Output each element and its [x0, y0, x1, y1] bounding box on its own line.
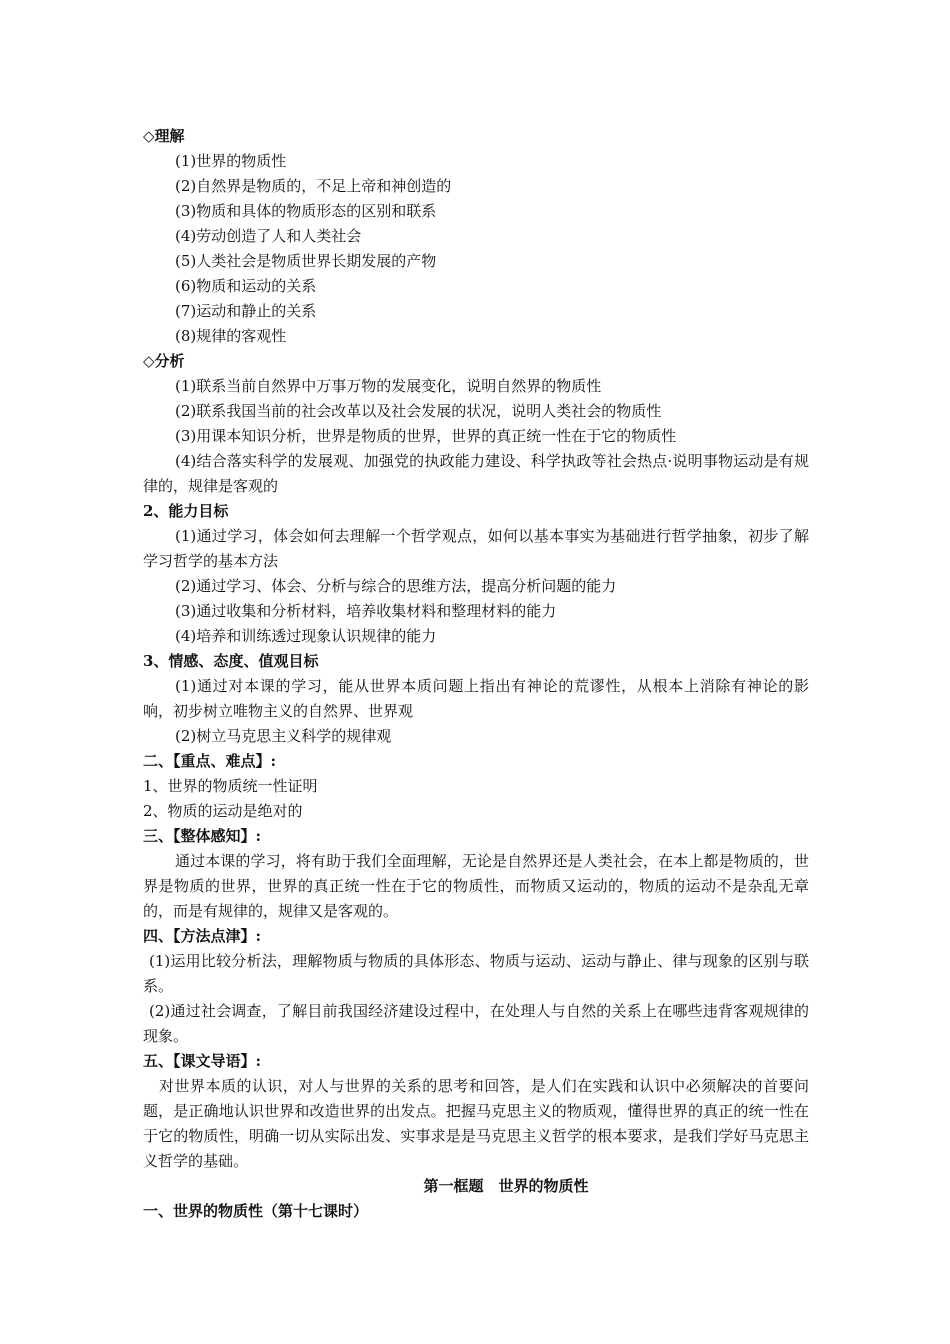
intro-heading: 五、【课文导语】:	[143, 1052, 262, 1070]
document-page	[143, 124, 809, 1224]
key-point-item: 2、物质的运动是绝对的	[143, 802, 303, 820]
understand-item: (3)物质和具体的物质形态的区别和联系	[175, 202, 437, 220]
ability-item: (2)通过学习、体会、分析与综合的思维方法，提高分析问题的能力	[175, 577, 617, 595]
lesson-title: 一、世界的物质性（第十七课时）	[143, 1202, 369, 1220]
understand-item: (6)物质和运动的关系	[175, 277, 317, 295]
frame-title: 第一框题 世界的物质性	[423, 1177, 589, 1195]
key-points-heading: 二、【重点、难点】:	[143, 752, 277, 770]
understand-heading: ◇理解	[143, 127, 185, 145]
emotion-item: (1)通过对本课的学习，能从世界本质问题上指出有神论的荒谬性，从根本上消除有神论的影响，初步树立唯物主义的自然界、世界观	[143, 677, 809, 720]
method-item: (1)运用比较分析法，理解物质与物质的具体形态、物质与运动、运动与静止、律与现象的区别与联系。	[143, 952, 809, 995]
analyze-item: (3)用课本知识分析，世界是物质的世界，世界的真正统一性在于它的物质性	[175, 427, 677, 445]
understand-item: (2)自然界是物质的，不足上帝和神创造的	[175, 177, 452, 195]
emotion-item: (2)树立马克思主义科学的规律观	[175, 727, 392, 745]
ability-heading: 2、能力目标	[143, 502, 229, 520]
understand-item: (7)运动和静止的关系	[175, 302, 317, 320]
emotion-heading: 3、情感、态度、值观目标	[143, 652, 319, 670]
analyze-item: (2)联系我国当前的社会改革以及社会发展的状况，说明人类社会的物质性	[175, 402, 662, 420]
analyze-heading: ◇分析	[143, 352, 185, 370]
analyze-item: (4)结合落实科学的发展观、加强党的执政能力建设、科学执政等社会热点·说明事物运动是有规律的，规律是客观的	[143, 452, 809, 495]
method-heading: 四、【方法点津】:	[143, 927, 262, 945]
understand-item: (4)劳动创造了人和人类社会	[175, 227, 362, 245]
overall-heading: 三、【整体感知】:	[143, 827, 262, 845]
overall-paragraph: 通过本课的学习，将有助于我们全面理解，无论是自然界还是人类社会，在本上都是物质的，世界是物质的世界，世界的真正统一性在于它的物质性，而物质又运动的，物质的运动不是杂乱无章的，而是有规律的，规律又是客观的。	[143, 852, 809, 920]
ability-item: (4)培养和训练透过现象认识规律的能力	[175, 627, 437, 645]
understand-item: (8)规律的客观性	[175, 327, 287, 345]
method-item: (2)通过社会调查，了解目前我国经济建设过程中，在处理人与自然的关系上在哪些违背客观规律的现象。	[143, 1002, 809, 1045]
analyze-item: (1)联系当前自然界中万事万物的发展变化，说明自然界的物质性	[175, 377, 602, 395]
key-point-item: 1、世界的物质统一性证明	[143, 777, 318, 795]
ability-item: (1)通过学习，体会如何去理解一个哲学观点，如何以基本事实为基础进行哲学抽象，初步了解学习哲学的基本方法	[143, 527, 809, 570]
understand-item: (1)世界的物质性	[175, 152, 287, 170]
intro-paragraph: 对世界本质的认识，对人与世界的关系的思考和回答，是人们在实践和认识中必须解决的首要问题，是正确地认识世界和改造世界的出发点。把握马克思主义的物质观，懂得世界的真正的统一性在于它的物质性，明确一切从实际出发、实事求是是马克思主义哲学的根本要求，是我们学好马克思主义哲学的基础。	[143, 1077, 809, 1170]
ability-item: (3)通过收集和分析材料，培养收集材料和整理材料的能力	[175, 602, 557, 620]
understand-item: (5)人类社会是物质世界长期发展的产物	[175, 252, 437, 270]
